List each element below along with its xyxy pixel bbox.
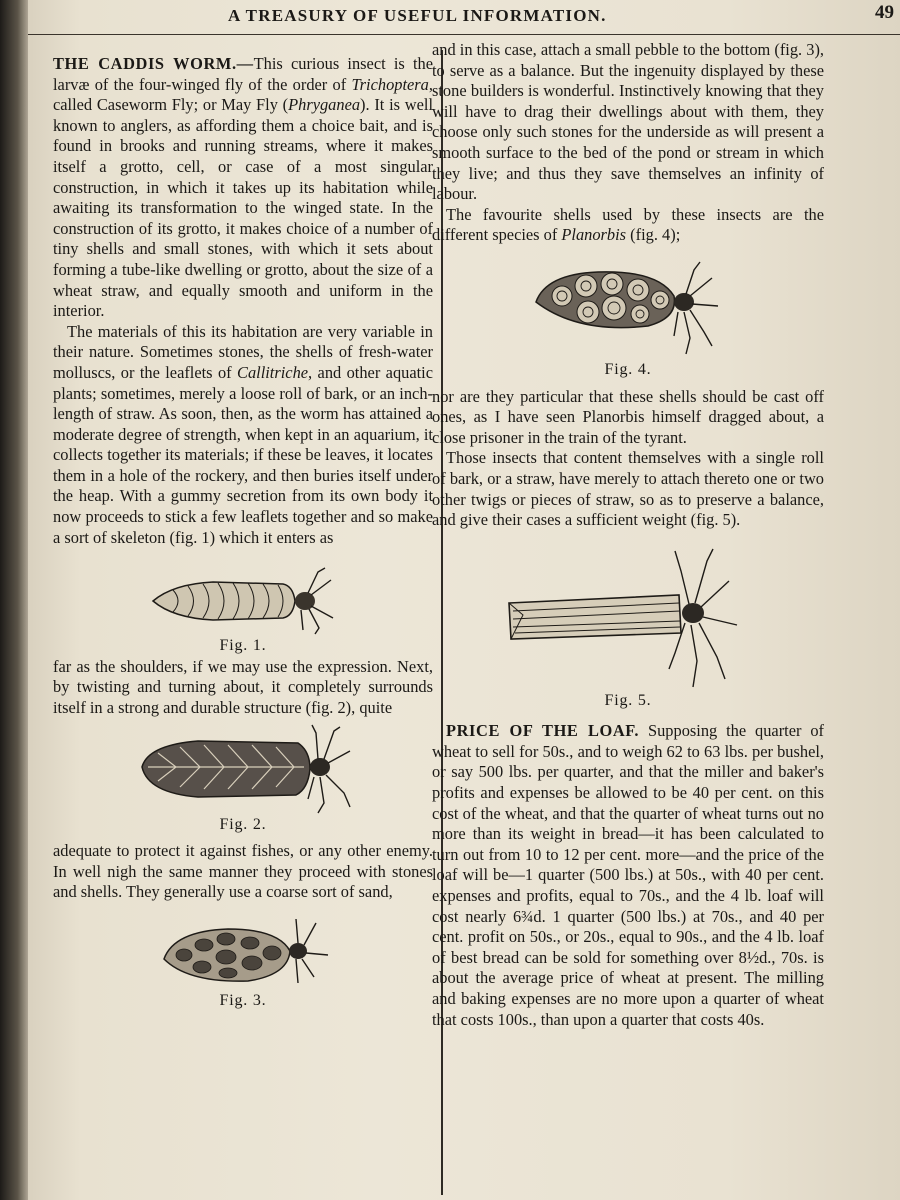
caddis-paragraph-6: The favourite shells used by these insects are the different species of Planorbis (fig. 4); [432, 204, 824, 245]
figure-3-caption: Fig. 3. [219, 992, 267, 1009]
leaf-case-larva-illustration [133, 566, 353, 636]
right-column [432, 40, 824, 1030]
caddis-paragraph-4: adequate to protect it against fishes, or any other enemy. In well nigh the same manner they proceed with stones and shells. They generally use a coarse sort of sand, [53, 841, 433, 902]
caddis-paragraph-8: Those insects that content themselves with a single roll of bark, or a straw, have merely to attach thereto one or two other twigs or pieces of straw, so as to preserve a balance, and give their cases a sufficient weight (fig. 5). [432, 448, 824, 530]
caddis-paragraph-2: The materials of this its habitation are very variable in their nature. Sometimes stones, the shells of fresh-water molluscs, or the leaflets of Callitriche, and other aquatic plants; sometimes, merely a loose roll of bark, or an inch-length of straw. As soon, then, as the worm has attained a moderate degree of strength, when kept in an aquarium, it collects together its materials; if these be leaves, it locates them in a hole of the rockery, and then buries itself under the heap. With a gummy secretion from its own body it now proceeds to stick a few leaflets together and so make a sort of skeleton (fig. 1) which it enters as [53, 321, 433, 547]
loaf-paragraph: PRICE OF THE LOAF. Supposing the quarter of wheat to sell for 50s., and to weigh 62 to 63 lbs. per bushel, or say 500 lbs. per quarter, and that the miller and baker's profits and expenses be allowed to be 40 per cent. on this cost of the wheat, and that the quarter of wheat turns out no more than its weight in bread—it has been calculated to turn out from 10 to 12 per cent. more—and the price of the loaf will be—1 quarter (500 lbs.) at 50s., with 40 per cent. expenses and profits, equal to 70s., and the 4 lb. loaf will cost nearly 6¾d. 1 quarter (500 lbs.) at 70s., and 40 per cent. profit on 50s., or 20s., equal to 90s., and the 4 lb. loaf of best bread can be sold for something over 8½d., 70s. is about the average price of wheat at present. The milling and baking expenses are no more upon a quarter of wheat that costs 100s., than upon a quarter that costs 40s. [432, 721, 824, 1029]
figure-1 [53, 566, 433, 657]
bark-case-larva-illustration [503, 541, 753, 691]
book-page [28, 0, 900, 1200]
stone-case-larva-illustration [148, 911, 338, 991]
figure-4 [432, 256, 824, 381]
figure-4-caption: Fig. 4. [604, 360, 652, 378]
shell-case-larva-illustration [518, 256, 738, 360]
figure-1-caption: Fig. 1. [219, 637, 267, 655]
left-column [53, 54, 433, 1012]
caddis-paragraph-3: far as the shoulders, if we may use the expression. Next, by twisting and turning about, it completely surrounds itself in a strong and durable structure (fig. 2), quite [53, 656, 433, 718]
figure-2 [53, 723, 433, 836]
straw-case-larva-illustration [128, 723, 358, 815]
figure-2-caption: Fig. 2. [219, 815, 267, 833]
figure-5 [432, 541, 824, 712]
caddis-paragraph-1: THE CADDIS WORM.—This curious insect is the larvæ of the four-winged fly of the order of Trichoptera, called Caseworm Fly; or May Fly (Phryganea). It is well known to anglers, as affording them a choice bait, and is found in brooks and running streams, where it makes itself a grotto, cell, or case of a most singular construction, in which it takes up its habitation while awaiting its transformation to the winged state. In the construction of its grotto, it makes choice of a number of tiny shells and small stones, with which it sets about forming a tube-like dwelling or grotto, about the size of a wheat straw, and equally smooth and uniform in the interior. [53, 54, 433, 321]
caddis-heading: THE CADDIS WORM.— [53, 54, 254, 73]
caddis-paragraph-5: and in this case, attach a small pebble to the bottom (fig. 3), to serve as a balance. But the ingenuity displayed by these stone builders is wonderful. Instinctively knowing that they will have to drag their dwellings about with them, they choose only such stones for the underside as will present a smooth surface to the bed of the pond or stream in which they live; and thus they save themselves an infinity of labour. [432, 40, 824, 204]
page-number: 49 [875, 2, 894, 23]
figure-3 [53, 911, 433, 1012]
caddis-paragraph-7: nor are they particular that these shells should be cast off ones, as I have seen Planorbis himself dragged about, a close prisoner in the train of the tyrant. [432, 386, 824, 447]
loaf-heading: PRICE OF THE LOAF. [446, 721, 640, 741]
running-title: A TREASURY OF USEFUL INFORMATION. [228, 6, 607, 25]
running-head [28, 0, 900, 35]
figure-5-caption: Fig. 5. [604, 691, 652, 709]
